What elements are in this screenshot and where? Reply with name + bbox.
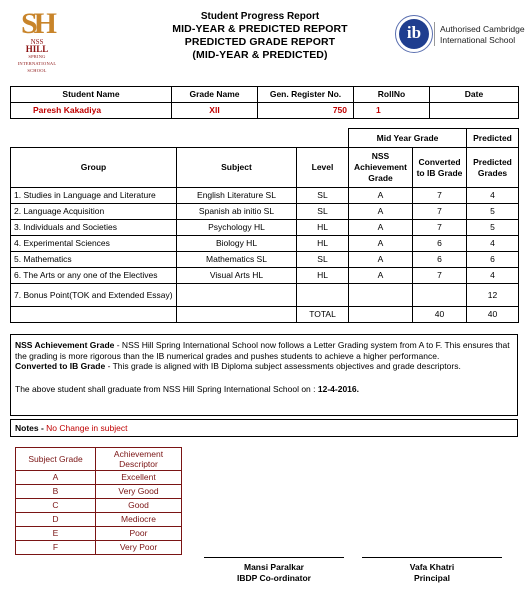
- ib-world-school-icon: ib: [399, 19, 429, 49]
- register-no-header: Gen. Register No.: [258, 87, 354, 103]
- legend-grade-header: Subject Grade: [16, 448, 96, 471]
- grading-info-box: [10, 334, 518, 416]
- table-row: [11, 252, 519, 268]
- nss-grade-cell: A: [349, 204, 413, 220]
- principal-signature: [362, 562, 502, 584]
- ib-grade-cell: 6: [413, 236, 467, 252]
- school-logo-line1: NSS: [30, 38, 44, 46]
- coordinator-signature-line: [204, 557, 344, 558]
- ib-grade-label: Converted to IB Grade: [15, 361, 106, 371]
- mid-year-grade-header: Mid Year Grade: [349, 129, 467, 148]
- level-cell: SL: [297, 252, 349, 268]
- principal-role: Principal: [414, 573, 450, 583]
- ib-grade-text: - This grade is aligned with IB Diploma subject assessments objectives and grade descriptors.: [105, 361, 461, 371]
- legend-descriptor: Very Good: [96, 485, 182, 499]
- legend-grade: A: [16, 471, 96, 485]
- report-title-line3: PREDICTED GRADE REPORT: [184, 36, 336, 48]
- school-logo-line2: HILL: [25, 44, 49, 54]
- nss-grade-column-header: NSS Achievement Grade: [349, 148, 413, 188]
- legend-descriptor: Poor: [96, 527, 182, 541]
- roll-no-header: RollNo: [354, 87, 430, 103]
- list-item: [16, 541, 182, 555]
- report-title-line4: (MID-YEAR & PREDICTED): [192, 49, 328, 61]
- table-row: [11, 220, 519, 236]
- group-cell: 3. Individuals and Societies: [11, 220, 177, 236]
- notes-text: No Change in subject: [46, 423, 128, 433]
- student-info-value-row: [11, 103, 519, 119]
- coordinator-role: IBDP Co-ordinator: [237, 573, 311, 583]
- nss-grade-explanation: [15, 340, 513, 361]
- list-item: [16, 499, 182, 513]
- group-cell: 6. The Arts or any one of the Electives: [11, 268, 177, 284]
- level-cell: HL: [297, 220, 349, 236]
- table-row: [11, 284, 519, 307]
- total-predicted-grade: 40: [467, 307, 519, 323]
- predicted-grade-cell: 4: [467, 268, 519, 284]
- ib-grade-cell: 7: [413, 188, 467, 204]
- graduation-date: 12-4-2016.: [317, 383, 359, 394]
- school-logo-mark: SH: [20, 7, 54, 40]
- nss-grade-cell: A: [349, 188, 413, 204]
- nss-grade-cell: [349, 284, 413, 307]
- ib-grade-explanation: [15, 361, 513, 372]
- nss-grade-cell: A: [349, 220, 413, 236]
- report-title-line1: Student Progress Report: [200, 11, 320, 22]
- student-name-header: Student Name: [11, 87, 172, 103]
- level-column-header: Level: [297, 148, 349, 188]
- ib-grade-cell: 7: [413, 220, 467, 236]
- group-cell: 4. Experimental Sciences: [11, 236, 177, 252]
- grades-group-header-row: [11, 129, 519, 148]
- grade-name-header: Grade Name: [172, 87, 258, 103]
- subject-cell: Biology HL: [177, 236, 297, 252]
- student-name-value: Paresh Kakadiya: [11, 103, 172, 119]
- grades-table: [10, 128, 519, 323]
- predicted-grade-cell: 6: [467, 252, 519, 268]
- table-row: [11, 188, 519, 204]
- register-no-value: 750: [258, 103, 354, 119]
- legend-descriptor-header: Achievement Descriptor: [96, 448, 182, 471]
- nss-grade-label: NSS Achievement Grade: [15, 340, 115, 350]
- list-item: [16, 471, 182, 485]
- group-cell: 7. Bonus Point(TOK and Extended Essay): [11, 284, 177, 307]
- school-logo: [14, 9, 60, 79]
- school-logo-line5: SCHOOL: [27, 68, 47, 73]
- ib-grade-cell: 6: [413, 252, 467, 268]
- grade-name-value: XII: [172, 103, 258, 119]
- student-info-header-row: [11, 87, 519, 103]
- school-logo-line3: SPRING: [28, 54, 46, 59]
- legend-descriptor: Excellent: [96, 471, 182, 485]
- list-item: [16, 527, 182, 541]
- principal-name: Vafa Khatri: [409, 562, 455, 572]
- predicted-grade-cell: 4: [467, 188, 519, 204]
- grades-column-header-row: [11, 148, 519, 188]
- ib-grade-column-header: Converted to IB Grade: [413, 148, 467, 188]
- graduation-text: The above student shall graduate from NSS Hill Spring International School on :: [15, 383, 318, 394]
- nss-grade-cell: A: [349, 236, 413, 252]
- ib-grade-cell: [413, 284, 467, 307]
- legend-grade: F: [16, 541, 96, 555]
- student-info-table: [10, 86, 519, 119]
- subject-cell: Psychology HL: [177, 220, 297, 236]
- legend-grade: D: [16, 513, 96, 527]
- list-item: [16, 513, 182, 527]
- legend-grade: B: [16, 485, 96, 499]
- report-title-block: [110, 10, 410, 62]
- ib-grade-cell: 7: [413, 268, 467, 284]
- list-item: [16, 485, 182, 499]
- group-column-header: Group: [11, 148, 177, 188]
- legend-descriptor: Very Poor: [96, 541, 182, 555]
- total-ib-grade: 40: [413, 307, 467, 323]
- predicted-grades-column-header: Predicted Grades: [467, 148, 519, 188]
- group-cell: 1. Studies in Language and Literature: [11, 188, 177, 204]
- subject-cell: Mathematics SL: [177, 252, 297, 268]
- subject-column-header: Subject: [177, 148, 297, 188]
- logo-separator: [434, 22, 435, 46]
- coordinator-signature: [204, 562, 344, 584]
- group-cell: 2. Language Acquisition: [11, 204, 177, 220]
- date-value: [430, 103, 519, 119]
- predicted-grade-cell: 12: [467, 284, 519, 307]
- predicted-grade-cell: 4: [467, 236, 519, 252]
- subject-cell: Spanish ab initio SL: [177, 204, 297, 220]
- level-cell: SL: [297, 204, 349, 220]
- report-title-line2: MID-YEAR & PREDICTED REPORT: [172, 23, 348, 35]
- level-cell: HL: [297, 236, 349, 252]
- predicted-grade-cell: 5: [467, 220, 519, 236]
- date-header: Date: [430, 87, 519, 103]
- authorised-cambridge-text: [440, 24, 525, 46]
- total-row: [11, 307, 519, 323]
- level-cell: [297, 284, 349, 307]
- legend-header-row: [16, 448, 182, 471]
- subject-cell: English Literature SL: [177, 188, 297, 204]
- legend-descriptor: Good: [96, 499, 182, 513]
- subject-cell: Visual Arts HL: [177, 268, 297, 284]
- subject-cell: [177, 284, 297, 307]
- notes-box: [10, 419, 518, 437]
- coordinator-name: Mansi Paralkar: [243, 562, 304, 572]
- authorised-line2: International School: [440, 35, 516, 45]
- roll-no-value: 1: [354, 103, 430, 119]
- predicted-grade-cell: 5: [467, 204, 519, 220]
- legend-grade: C: [16, 499, 96, 513]
- total-label: TOTAL: [297, 307, 349, 323]
- predicted-header: Predicted: [467, 129, 519, 148]
- principal-signature-line: [362, 557, 502, 558]
- table-row: [11, 236, 519, 252]
- nss-grade-text: - NSS Hill Spring International School now follows a Letter Grading system from A to F. This ensures that the grading is more rigorous than the IB numerical grades and pushes students to achieve a higher performance.: [15, 340, 510, 361]
- grade-legend-table: [15, 447, 182, 555]
- level-cell: SL: [297, 188, 349, 204]
- nss-grade-cell: A: [349, 268, 413, 284]
- ib-grade-cell: 7: [413, 204, 467, 220]
- table-row: [11, 204, 519, 220]
- authorised-line1: Authorised Cambridge: [440, 24, 525, 34]
- school-logo-line4: INTERNATIONAL: [17, 61, 57, 66]
- notes-label: Notes -: [15, 423, 47, 433]
- graduation-statement: [15, 384, 513, 395]
- legend-grade: E: [16, 527, 96, 541]
- table-row: [11, 268, 519, 284]
- nss-grade-cell: A: [349, 252, 413, 268]
- group-cell: 5. Mathematics: [11, 252, 177, 268]
- legend-descriptor: Mediocre: [96, 513, 182, 527]
- level-cell: HL: [297, 268, 349, 284]
